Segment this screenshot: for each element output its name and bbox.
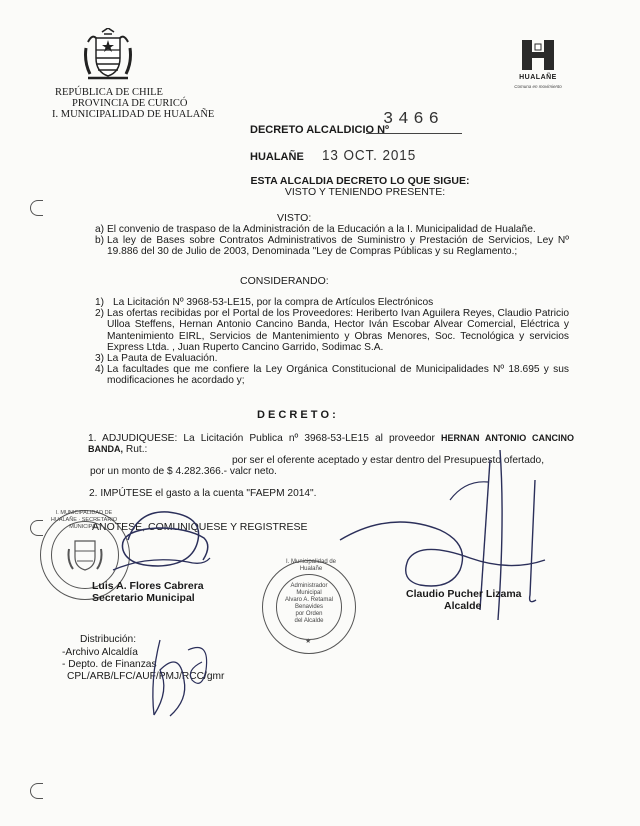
distribution-heading: Distribución: (80, 634, 137, 645)
considerando-item (95, 297, 569, 308)
considerando-item-number: 3) (95, 353, 105, 365)
considerando-item (95, 364, 569, 386)
mayor-title: Alcalde (444, 600, 482, 612)
hualane-logo-icon (518, 38, 558, 72)
visto-item-text: La ley de Bases sobre Contratos Administrativos de Suministro y Prestación de Servicios, Ley Nº 19.886 del 30 de Julio de 2003, Denominada "Ley de Compras Públicas y su Reglamento.; (107, 235, 569, 258)
closing-formula: ANOTESE, COMUNIQUESE Y REGISTRESE (92, 521, 308, 533)
seal-line: Benavides (294, 604, 324, 610)
considerando-list (95, 297, 569, 387)
visto-item (95, 235, 569, 257)
seal-line: Municipal (296, 590, 322, 596)
secretary-handwritten-signature (108, 500, 218, 585)
mayor-name: Claudio Pucher Lizama (406, 588, 522, 600)
seal-line: por Orden (295, 611, 323, 617)
star-icon: ★ (305, 638, 312, 645)
decree-number: 3466 (383, 110, 444, 129)
seal-line: Administrador (290, 583, 328, 589)
considerando-item-number: 2) (95, 308, 105, 320)
considerando-item-text: Las ofertas recibidas por el Portal de los Proveedores: Heriberto Ivan Aguilera Reyes, Claudio Patricio Ulloa Steffens, Hernan Antonio Cancino Banda, Hector Iván Escobar Alvear Comercial, Eléctrica y Mantenimiento EIRL, Servicios de Mantenimiento y Obras Menores, Soc. Tecnológica y servicios Express Ltda. , Juan Ruperto Cancino Garrido, Sodimac S.A. (107, 308, 569, 353)
visto-item-number: b) (95, 235, 105, 247)
visto-item-text: El convenio de traspaso de la Administración de la Educación a la I. Municipalidad de Hualañe. (107, 224, 536, 235)
logo-text: HUALAÑE (519, 74, 557, 81)
intro-heading: ESTA ALCALDIA DECRETO LO QUE SIGUE: (250, 175, 470, 187)
decreto-heading: D E C R E T O : (257, 409, 336, 421)
seal-line: Alvaro A. Retamal (284, 597, 334, 603)
decreto-item1-line2: por ser el oferente aceptado y estar dentro del Presupuesto ofertado, (232, 455, 545, 466)
decree-title: DECRETO ALCALDICIO Nº (250, 124, 390, 136)
binder-hole (30, 783, 43, 799)
decreto-item1-prefix: 1. ADJUDIQUESE: La Licitación Publica nº 3968-53-LE15 al proveedor (88, 433, 435, 444)
considerando-item-number: 1) (95, 297, 105, 308)
decreto-item1-provider: HERNAN ANTONIO CANCINO BANDA, (88, 433, 574, 455)
distribution-initials: CPL/ARB/LFC/AUF/PMJ/RCC/gmr (67, 671, 225, 682)
considerando-item-text: La facultades que me confiere la Ley Orgánica Constitucional de Municipalidades Nº 18.695 y sus modificaciones he acordado y; (107, 364, 569, 387)
considerando-item-number: 4) (95, 364, 105, 376)
seal-emblem-icon (67, 535, 103, 573)
administrator-seal-ring-text: I. Municipalidad de Hualañe (285, 559, 337, 572)
visto-item (95, 224, 569, 235)
header-country: REPÚBLICA DE CHILE (55, 87, 163, 98)
binder-hole (30, 200, 43, 216)
decree-number-underline (366, 133, 462, 134)
header-municipality: I. MUNICIPALIDAD DE HUALAÑE (52, 109, 215, 120)
date-stamp: 13 OCT. 2015 (322, 147, 417, 164)
decreto-item1-line3: por un monto de $ 4.282.366.- valcr neto. (90, 466, 277, 477)
considerando-item (95, 353, 569, 364)
place-label: HUALAÑE (250, 151, 304, 163)
decreto-item-2: 2. IMPÚTESE el gasto a la cuenta "FAEPM 2014". (89, 488, 317, 499)
seal-line: del Alcalde (294, 618, 324, 624)
initials-handwritten-mark (140, 620, 220, 725)
distribution-line: - Depto. de Finanzas (62, 659, 157, 670)
considerando-item (95, 308, 569, 353)
visto-item-number: a) (95, 224, 105, 235)
secretary-name: Luis A. Flores Cabrera (92, 580, 204, 592)
intro-subheading: VISTO Y TENIENDO PRESENTE: (284, 186, 446, 198)
distribution-line: -Archivo Alcaldía (62, 647, 138, 658)
visto-heading: VISTO: (277, 212, 312, 224)
visto-list (95, 224, 569, 258)
coat-of-arms-emblem (82, 28, 134, 82)
header-province: PROVINCIA DE CURICÓ (72, 98, 188, 109)
logo-tagline: Comuna en movimiento (514, 84, 562, 89)
considerando-item-text: La Licitación Nº 3968-53-LE15, por la compra de Artículos Electrónicos (113, 297, 434, 308)
decreto-item1-rut: Rut.: (125, 444, 148, 456)
considerando-heading: CONSIDERANDO: (240, 275, 329, 287)
considerando-item-text: La Pauta de Evaluación. (107, 353, 218, 365)
secretary-seal-text: I. MUNICIPALIDAD DE HUALAÑE · SECRETARIO MUNICIPAL (50, 510, 118, 530)
secretary-title: Secretario Municipal (92, 592, 195, 604)
binder-hole (30, 520, 43, 536)
